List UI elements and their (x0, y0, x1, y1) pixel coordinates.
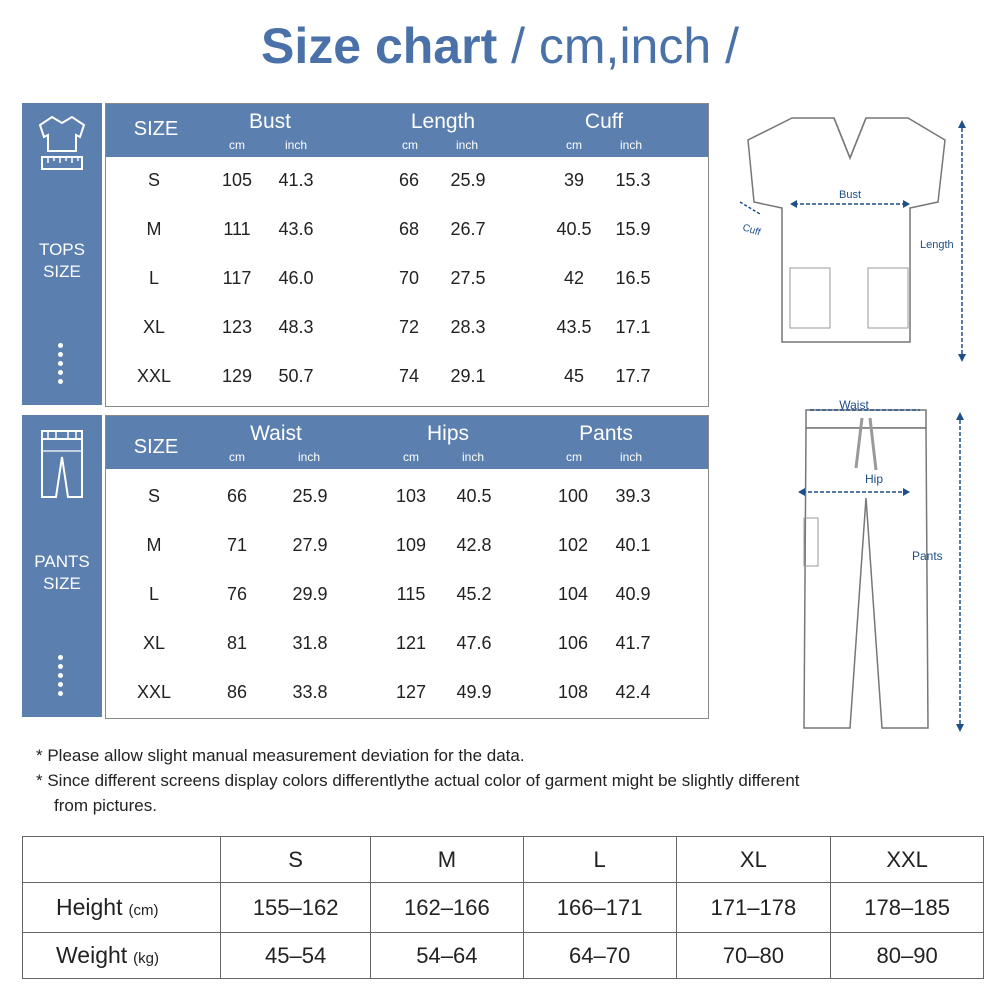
weight-cell: 45–54 (221, 933, 371, 979)
table-row (106, 570, 708, 619)
size-cell: M (146, 535, 162, 555)
length-cm-cell: 66 (398, 170, 420, 190)
bust-cm-cell: 105 (221, 170, 253, 190)
pants-cm-cell: 104 (557, 584, 589, 604)
length-cm-cell: 70 (398, 268, 420, 288)
unit-cm: cm (402, 138, 418, 152)
size-cell: M (146, 219, 162, 239)
blank-corner-cell (23, 837, 221, 883)
waist-inch-cell: 33.8 (292, 682, 328, 702)
table-row (106, 303, 708, 352)
waist-cm-cell: 76 (226, 584, 248, 604)
cuff-cm-cell: 40.5 (556, 219, 592, 239)
length-inch-cell: 29.1 (450, 366, 486, 386)
cuff-header: Cuff (584, 110, 624, 133)
unit-inch: inch (297, 450, 320, 464)
height-cell: 162–166 (371, 883, 524, 933)
bust-cm-cell: 117 (222, 268, 252, 288)
cuff-inch-cell: 17.1 (615, 317, 651, 337)
cuff-cm-cell: 39 (563, 170, 585, 190)
length-inch-cell: 28.3 (450, 317, 486, 337)
hips-inch-cell: 40.5 (456, 486, 492, 506)
size-header: SIZE (133, 118, 179, 140)
weight-unit: (kg) (133, 950, 160, 967)
pants-inch-cell: 40.1 (615, 535, 651, 555)
pants-cm-cell: 106 (557, 633, 589, 653)
bust-cm-cell: 123 (221, 317, 253, 337)
scrub-pants-diagram (790, 398, 990, 738)
hips-inch-cell: 45.2 (456, 584, 492, 604)
weight-cell: 54–64 (371, 933, 524, 979)
size-cell: XXL (136, 682, 172, 702)
waist-cm-cell: 86 (226, 682, 248, 702)
bust-cm-cell: 111 (223, 219, 251, 239)
cuff-inch-cell: 15.9 (615, 219, 651, 239)
hip-measure-label: Hip (864, 472, 884, 486)
waist-header: Waist (250, 422, 302, 445)
size-header-cell: S (221, 837, 371, 883)
hips-inch-cell: 42.8 (456, 535, 492, 555)
cuff-inch-cell: 17.7 (615, 366, 651, 386)
tops-size-table (105, 103, 709, 407)
height-cell: 155–162 (221, 883, 371, 933)
length-measure-label: Length (920, 239, 954, 251)
size-cell: S (147, 170, 160, 190)
waist-measure-label: Waist (839, 398, 869, 412)
table-row (106, 668, 708, 717)
cuff-cm-cell: 42 (563, 268, 585, 288)
pants-label-line1: PANTS (34, 552, 90, 571)
hips-inch-cell: 47.6 (456, 633, 492, 653)
ellipsis-icon (58, 655, 64, 700)
hips-inch-cell: 49.9 (456, 682, 492, 702)
unit-cm: cm (566, 138, 582, 152)
table-row (106, 156, 708, 205)
hips-cm-cell: 103 (395, 486, 427, 506)
pants-cm-cell: 102 (557, 535, 589, 555)
size-header: SIZE (133, 436, 179, 458)
table-row (106, 352, 708, 401)
size-header-cell: M (371, 837, 524, 883)
table-row (106, 619, 708, 668)
size-cell: XL (142, 317, 166, 337)
size-cell: XL (142, 633, 166, 653)
unit-cm: cm (403, 450, 419, 464)
size-cell: L (148, 268, 159, 288)
unit-inch: inch (455, 138, 478, 152)
pants-inch-cell: 39.3 (615, 486, 651, 506)
hips-header: Hips (426, 422, 469, 445)
title-main: Size chart (261, 18, 498, 74)
unit-cm: cm (566, 450, 582, 464)
waist-inch-cell: 27.9 (292, 535, 328, 555)
length-inch-cell: 27.5 (450, 268, 486, 288)
weight-cell: 64–70 (523, 933, 676, 979)
length-inch-cell: 26.7 (450, 219, 486, 239)
pants-inch-cell: 40.9 (615, 584, 651, 604)
table-header-row (23, 837, 984, 883)
pants-icon (36, 427, 88, 501)
pants-cm-cell: 108 (557, 682, 589, 702)
weight-label: Weight (56, 942, 128, 968)
height-cell: 178–185 (831, 883, 984, 933)
waist-inch-cell: 29.9 (292, 584, 328, 604)
length-cm-cell: 68 (398, 219, 420, 239)
table-row (23, 933, 984, 979)
pants-inch-cell: 42.4 (615, 682, 651, 702)
hips-cm-cell: 115 (396, 584, 426, 604)
cuff-measure-label: Cuff (741, 222, 762, 239)
size-cell: L (148, 584, 159, 604)
unit-inch: inch (461, 450, 484, 464)
cuff-inch-cell: 15.3 (615, 170, 651, 190)
tops-label-line1: TOPS (39, 240, 85, 259)
tshirt-icon (34, 113, 90, 177)
waist-cm-cell: 71 (226, 535, 248, 555)
bust-header: Bust (248, 110, 292, 133)
note-colors-continued: from pictures. (54, 796, 157, 815)
pants-inch-cell: 41.7 (615, 633, 651, 653)
size-cell: XXL (136, 366, 172, 386)
size-header-cell: XL (676, 837, 831, 883)
pants-table-header (106, 416, 708, 469)
height-unit: (cm) (128, 902, 159, 919)
bust-inch-cell: 48.3 (278, 317, 314, 337)
tops-label-line2: SIZE (43, 262, 81, 281)
hips-cm-cell: 127 (395, 682, 427, 702)
table-row (106, 254, 708, 303)
ellipsis-icon (58, 343, 64, 388)
length-inch-cell: 25.9 (450, 170, 486, 190)
pants-cm-cell: 100 (557, 486, 589, 506)
bust-cm-cell: 129 (221, 366, 253, 386)
hips-cm-cell: 109 (395, 535, 427, 555)
table-row (106, 205, 708, 254)
cuff-cm-cell: 45 (563, 366, 585, 386)
height-cell: 166–171 (523, 883, 676, 933)
cuff-cm-cell: 43.5 (556, 317, 592, 337)
table-row (106, 521, 708, 570)
size-header-cell: XXL (831, 837, 984, 883)
title-units: / cm,inch / (497, 18, 739, 74)
unit-cm: cm (229, 138, 245, 152)
waist-cm-cell: 66 (226, 486, 248, 506)
bust-inch-cell: 46.0 (278, 268, 314, 288)
size-header-cell: L (523, 837, 676, 883)
unit-inch: inch (284, 138, 307, 152)
bust-inch-cell: 41.3 (278, 170, 314, 190)
note-colors: * Since different screens display colors differentlythe actual color of garment might be slightly different (36, 771, 800, 790)
height-label: Height (56, 894, 123, 920)
pants-label-line2: SIZE (43, 574, 81, 593)
table-row (106, 472, 708, 521)
pants-size-table (105, 415, 709, 719)
pants-header: Pants (579, 422, 633, 445)
unit-inch: inch (619, 450, 642, 464)
bust-measure-label: Bust (838, 189, 862, 201)
length-header: Length (410, 110, 476, 133)
weight-cell: 70–80 (676, 933, 831, 979)
length-cm-cell: 72 (398, 317, 420, 337)
height-weight-table (22, 836, 984, 979)
weight-cell: 80–90 (831, 933, 984, 979)
tops-sidebar (22, 103, 102, 405)
height-cell: 171–178 (676, 883, 831, 933)
length-cm-cell: 74 (398, 366, 420, 386)
tops-table-header (106, 104, 708, 157)
page-title (0, 14, 1000, 78)
pants-measure-label: Pants (912, 549, 943, 563)
note-measurement: * Please allow slight manual measurement deviation for the data. (36, 746, 525, 765)
size-cell: S (147, 486, 160, 506)
height-label-cell (23, 883, 221, 933)
table-row (23, 883, 984, 933)
weight-label-cell (23, 933, 221, 979)
waist-inch-cell: 31.8 (292, 633, 328, 653)
bust-inch-cell: 43.6 (278, 219, 314, 239)
pants-sidebar (22, 415, 102, 717)
waist-inch-cell: 25.9 (292, 486, 328, 506)
unit-inch: inch (619, 138, 642, 152)
unit-cm: cm (229, 450, 245, 464)
waist-cm-cell: 81 (226, 633, 248, 653)
scrub-top-diagram (730, 110, 990, 370)
hips-cm-cell: 121 (395, 633, 427, 653)
bust-inch-cell: 50.7 (278, 366, 314, 386)
cuff-inch-cell: 16.5 (615, 268, 651, 288)
